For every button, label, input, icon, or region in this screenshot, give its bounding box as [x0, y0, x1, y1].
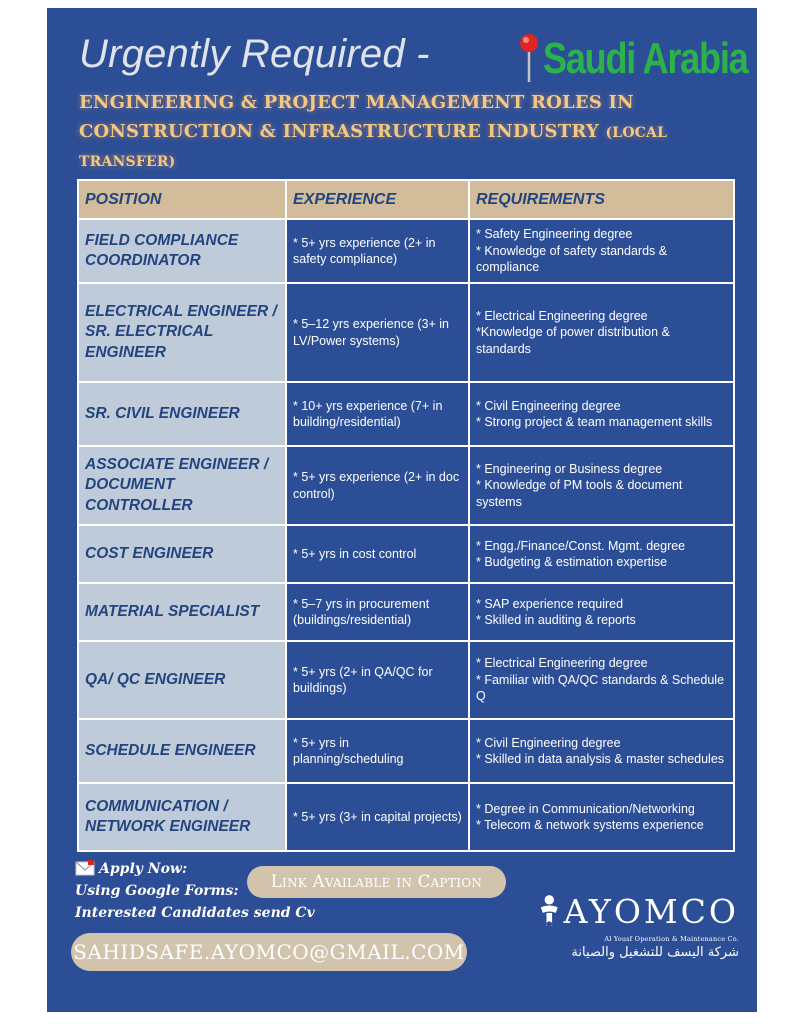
job-poster — [47, 8, 757, 1012]
requirement-line: * Familiar with QA/QC standards & Schedule Q — [476, 672, 725, 704]
table-row — [78, 583, 734, 641]
requirement-line: * Engg./Finance/Const. Mgmt. degree — [476, 538, 686, 553]
position-cell: COMMUNICATION / NETWORK ENGINEER — [78, 783, 286, 851]
map-pin-icon — [517, 32, 541, 84]
table-row — [78, 719, 734, 783]
requirements-cell — [469, 783, 734, 851]
requirement-line: * Civil Engineering degree — [476, 735, 621, 750]
subtitle-main: ENGINEERING & PROJECT MANAGEMENT ROLES IN CONSTRUCTION & INFRASTRUCTURE INDUSTRY — [79, 92, 634, 142]
requirement-line: * Strong project & team management skills — [476, 415, 713, 429]
company-logo — [539, 892, 739, 960]
logo-arabic-name: شركة اليسف للتشغيل والصيانة — [571, 945, 739, 960]
table-row — [78, 446, 734, 525]
requirement-line: *Knowledge of power distribution & standards — [476, 325, 670, 356]
table-row — [78, 283, 734, 382]
requirement-line: * Skilled in data analysis & master schedules — [476, 752, 725, 766]
country-name: Saudi Arabia — [543, 34, 748, 83]
position-cell: MATERIAL SPECIALIST — [78, 583, 286, 641]
experience-cell: * 5+ yrs (2+ in QA/QC for buildings) — [286, 641, 469, 719]
requirement-line: * Knowledge of PM tools & document systems — [476, 478, 683, 509]
table-row — [78, 641, 734, 719]
contact-email[interactable]: SAHIDSAFE.AYOMCO@GMAIL.COM — [71, 933, 467, 971]
experience-cell: * 5+ yrs experience (2+ in doc control) — [286, 446, 469, 525]
requirement-line: * Telecom & network systems experience — [476, 818, 704, 832]
requirements-cell — [469, 583, 734, 641]
experience-cell: * 5–12 yrs experience (3+ in LV/Power systems) — [286, 283, 469, 382]
send-cv-line: Interested Candidates send Cv — [75, 905, 315, 921]
envelope-icon — [75, 860, 95, 876]
link-caption-pill: Link Available in Caption — [247, 866, 506, 898]
country-label — [517, 32, 792, 84]
position-cell: SR. CIVIL ENGINEER — [78, 382, 286, 446]
requirement-line: * Degree in Communication/Networking — [476, 801, 695, 816]
position-cell: SCHEDULE ENGINEER — [78, 719, 286, 783]
requirement-line: * Civil Engineering degree — [476, 398, 621, 413]
position-cell: QA/ QC ENGINEER — [78, 641, 286, 719]
requirements-cell — [469, 382, 734, 446]
experience-cell: * 5+ yrs experience (2+ in safety compliance) — [286, 219, 469, 283]
requirements-cell — [469, 719, 734, 783]
position-cell: COST ENGINEER — [78, 525, 286, 583]
requirements-cell — [469, 446, 734, 525]
logo-person-icon — [539, 893, 560, 931]
subtitle-local-transfer: (LOCAL TRANSFER) — [79, 124, 668, 170]
table-row — [78, 783, 734, 851]
experience-cell: * 5+ yrs (3+ in capital projects) — [286, 783, 469, 851]
position-cell: ELECTRICAL ENGINEER / SR. ELECTRICAL ENGINEER — [78, 283, 286, 382]
logo-subtitle: Al Yousf Operation & Maintenance Co. — [604, 935, 739, 943]
table-row — [78, 219, 734, 283]
apply-now-text: Apply Now: — [99, 861, 188, 877]
requirements-cell — [469, 219, 734, 283]
requirements-cell — [469, 525, 734, 583]
experience-cell: * 10+ yrs experience (7+ in building/residential) — [286, 382, 469, 446]
headline: Urgently Required - — [79, 32, 430, 76]
positions-table — [77, 179, 735, 852]
logo-name: AYOMCO — [563, 892, 739, 931]
subtitle — [79, 89, 699, 177]
google-forms-line: Using Google Forms: — [75, 883, 239, 899]
requirement-line: * SAP experience required — [476, 596, 624, 611]
position-cell: FIELD COMPLIANCE COORDINATOR — [78, 219, 286, 283]
header-requirements: REQUIREMENTS — [469, 180, 734, 219]
table-row — [78, 525, 734, 583]
experience-cell: * 5–7 yrs in procurement (buildings/residential) — [286, 583, 469, 641]
position-cell: ASSOCIATE ENGINEER / DOCUMENT CONTROLLER — [78, 446, 286, 525]
requirement-line: * Safety Engineering degree — [476, 227, 633, 242]
requirements-cell — [469, 283, 734, 382]
requirement-line: * Budgeting & estimation expertise — [476, 555, 668, 569]
requirement-line: * Skilled in auditing & reports — [476, 613, 636, 627]
requirements-cell — [469, 641, 734, 719]
experience-cell: * 5+ yrs in planning/scheduling — [286, 719, 469, 783]
experience-cell: * 5+ yrs in cost control — [286, 525, 469, 583]
requirement-line: * Electrical Engineering degree — [476, 656, 648, 671]
requirement-line: * Knowledge of safety standards & compliance — [476, 243, 668, 275]
table-header-row — [78, 180, 734, 219]
header-position: POSITION — [78, 180, 286, 219]
table-row — [78, 382, 734, 446]
requirement-line: * Engineering or Business degree — [476, 461, 663, 476]
header-experience: EXPERIENCE — [286, 180, 469, 219]
requirement-line: * Electrical Engineering degree — [476, 308, 648, 323]
